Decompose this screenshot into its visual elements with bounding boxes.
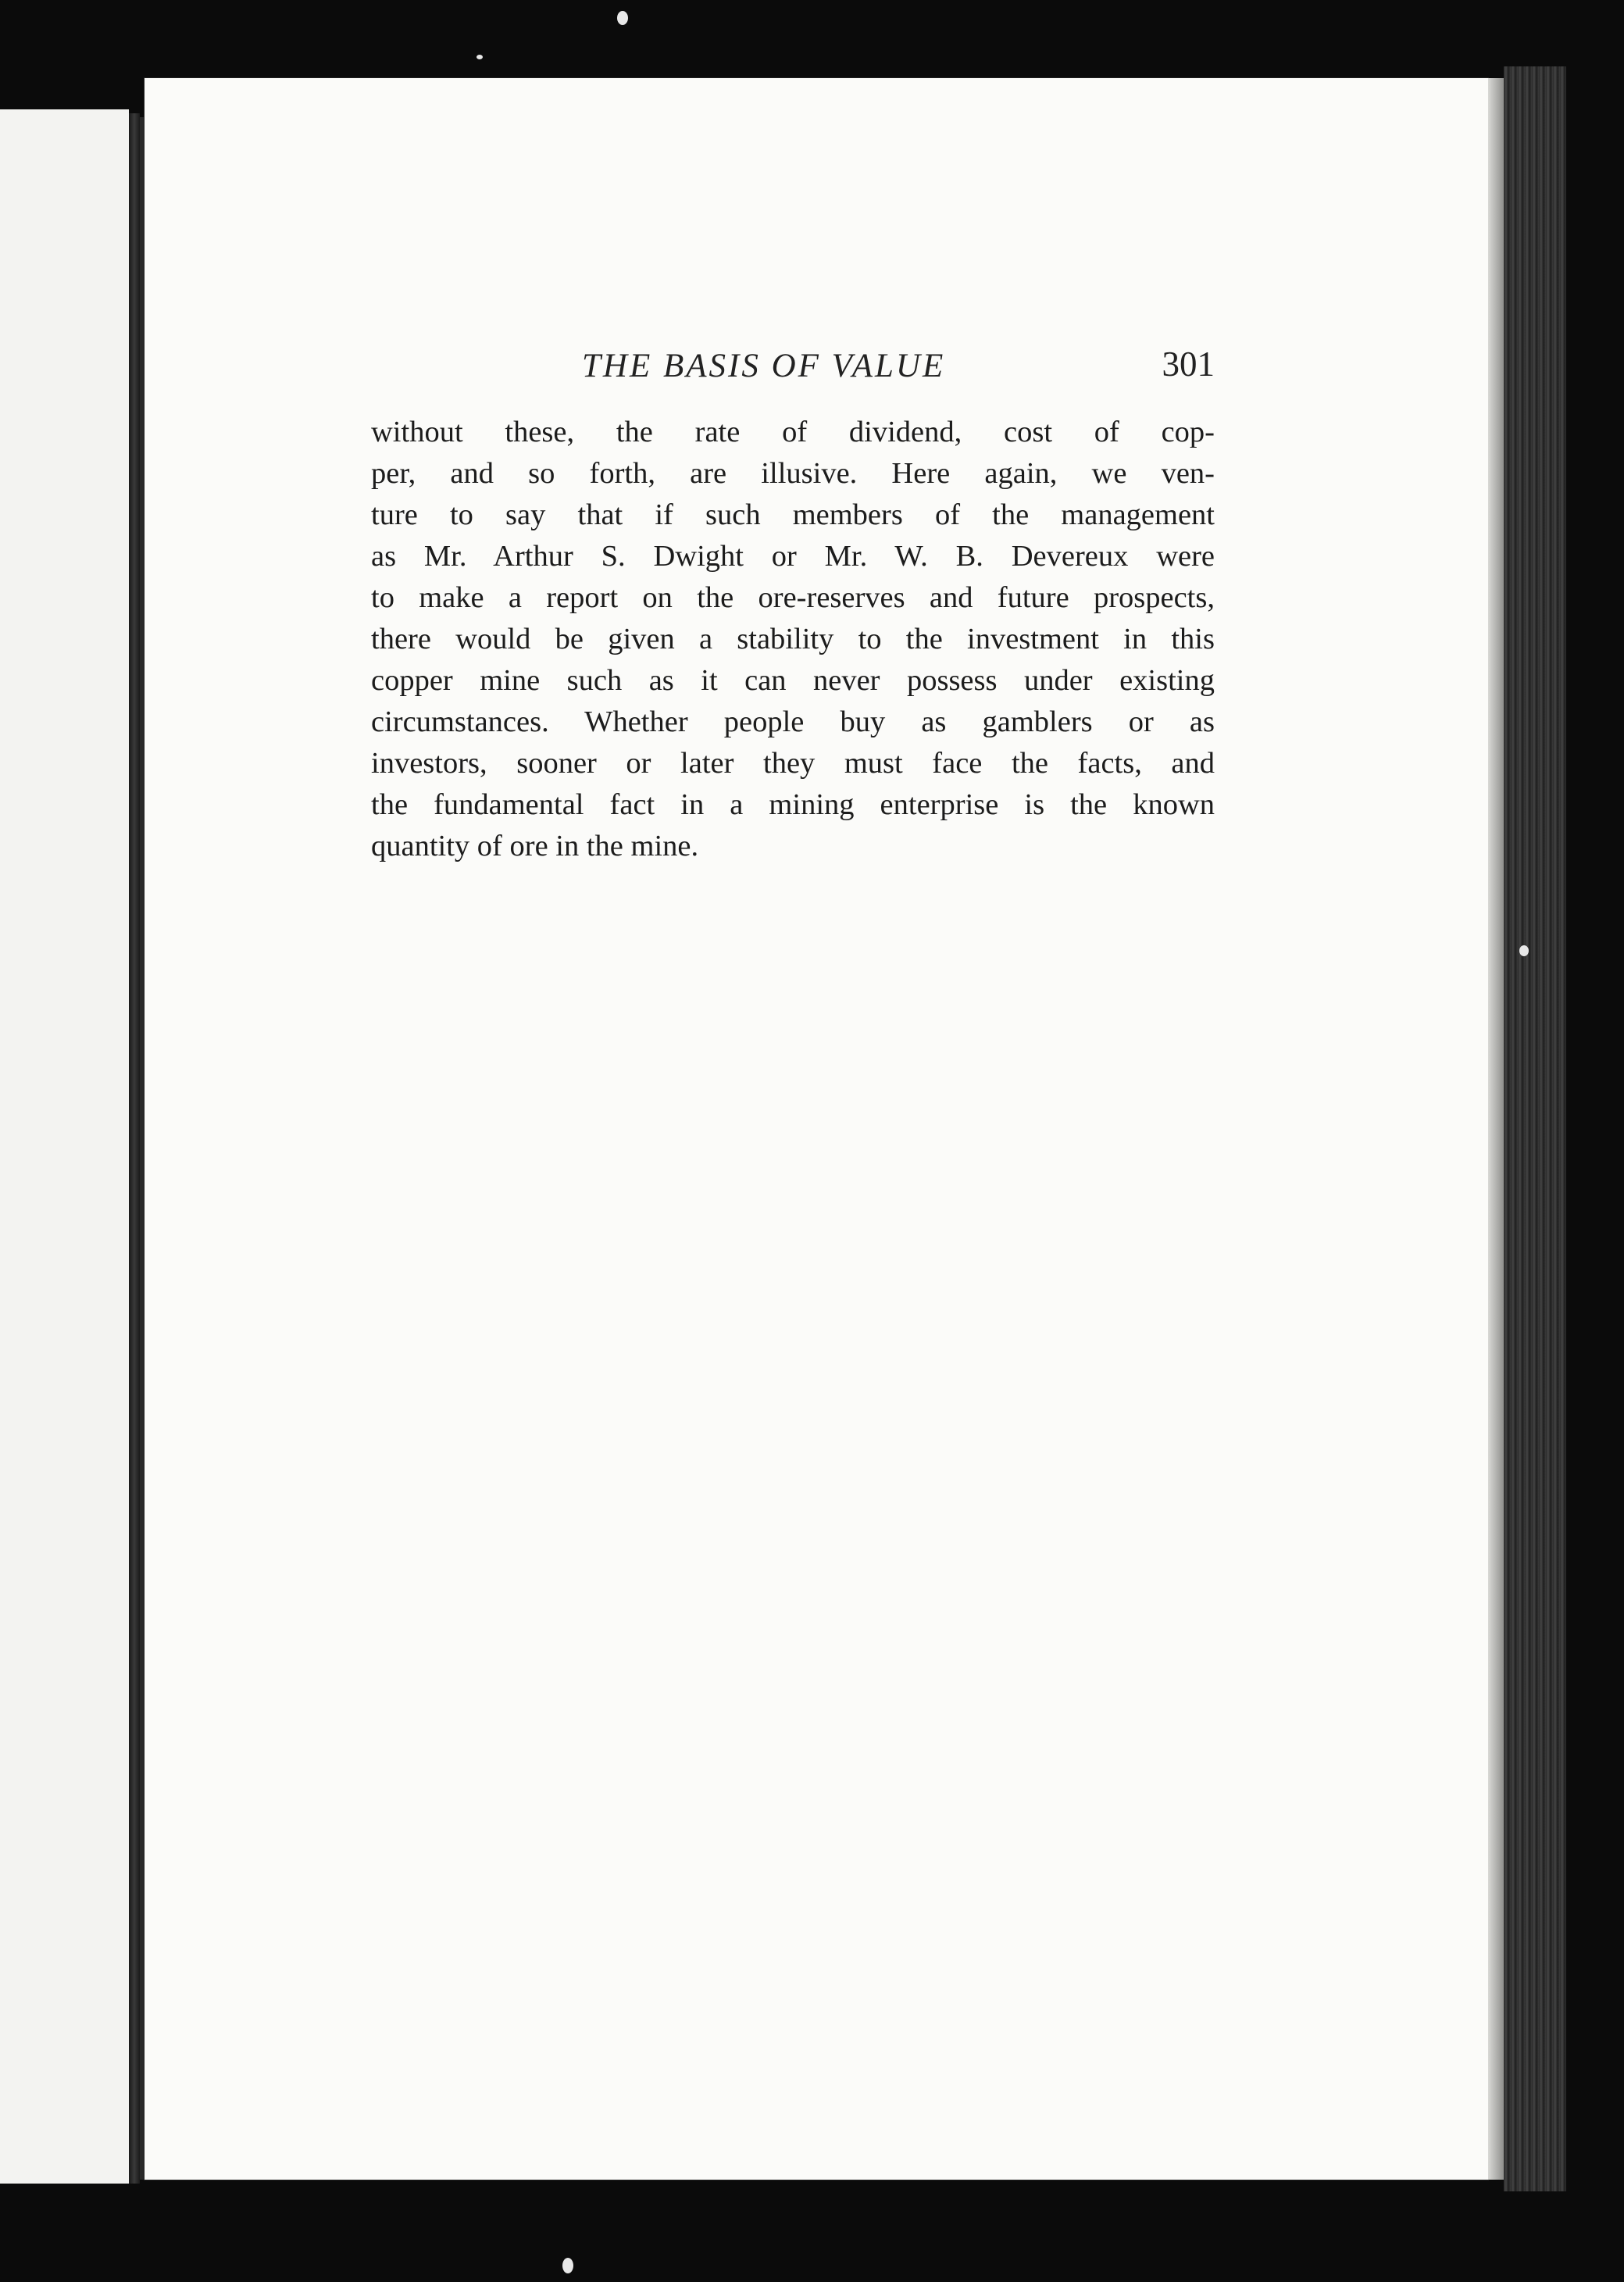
text-line: without these, the rate of dividend, cost of cop- [371,416,1215,448]
running-title: THE BASIS OF VALUE [582,348,946,384]
text-line: as Mr. Arthur S. Dwight or Mr. W. B. Devereux were [371,540,1215,573]
page-header [582,344,1215,398]
text-line: quantity of ore in the mine. [371,830,699,862]
text-line: copper mine such as it can never possess under existing [371,664,1215,697]
text-line: investors, sooner or later they must face the facts, and [371,747,1215,780]
page-edge [1488,78,1504,2180]
text-line: ture to say that if such members of the management [371,498,1215,531]
text-line: per, and so forth, are illusive. Here again, we ven- [371,457,1215,490]
page-number: 301 [1162,345,1215,384]
scan-speck [617,11,628,25]
body-paragraph [371,412,1215,867]
text-line: circumstances. Whether people buy as gamblers or as [371,705,1215,738]
text-line: to make a report on the ore-reserves and future prospects, [371,581,1215,614]
text-line: the fundamental fact in a mining enterprise is the known [371,788,1215,821]
facing-page-edge [0,109,129,2184]
scan-speck [476,55,483,59]
scan-speck [1519,945,1529,956]
text-line: there would be given a stability to the investment in this [371,623,1215,655]
book-cover-edge [1504,66,1566,2191]
binding-shadow [129,113,140,2184]
scan-speck [562,2258,573,2273]
